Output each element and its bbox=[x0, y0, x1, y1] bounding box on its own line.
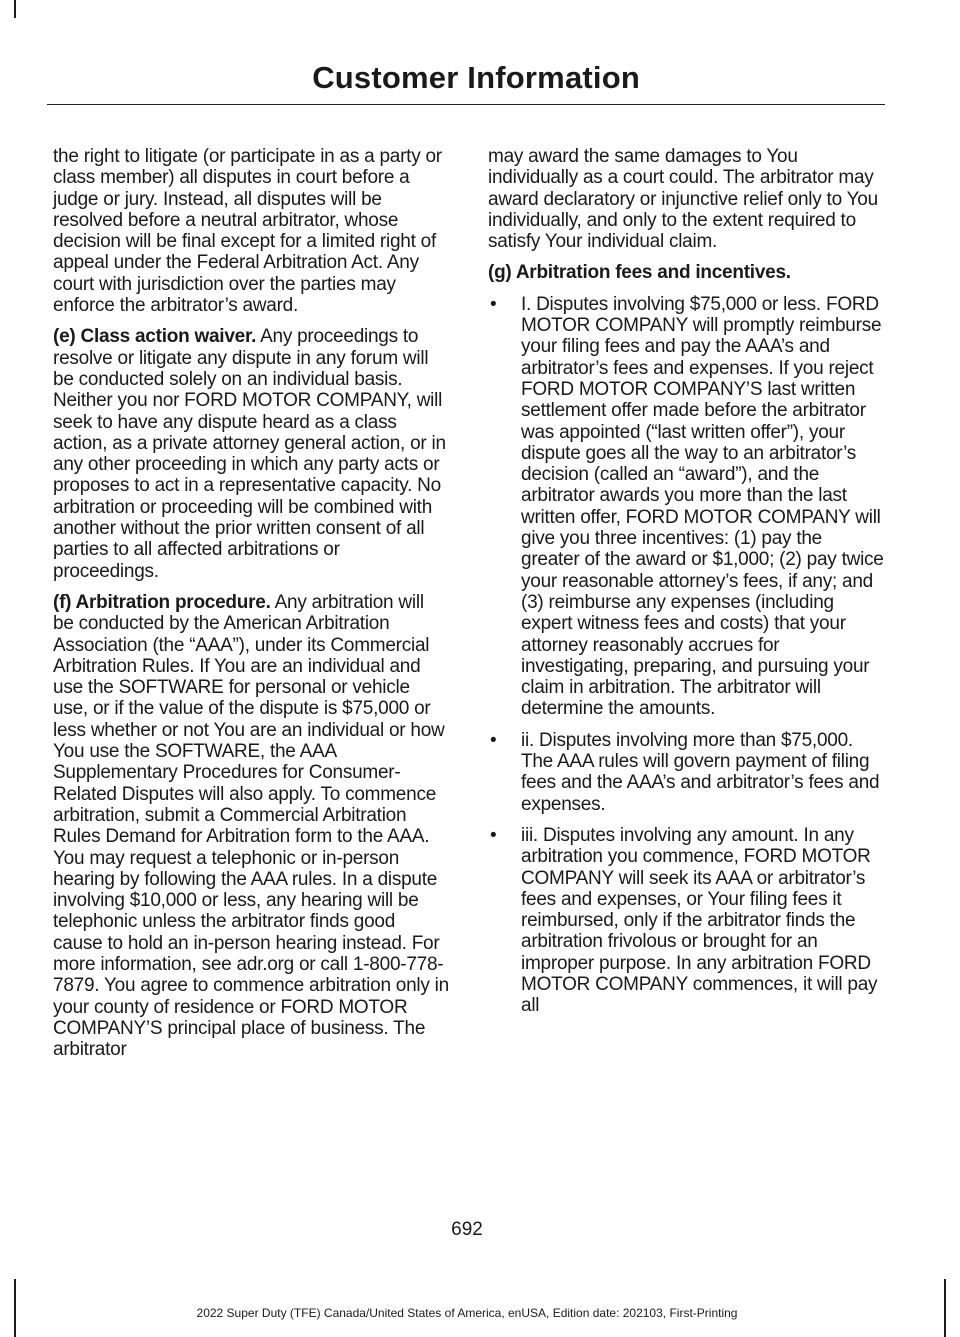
fees-bullet-list bbox=[488, 294, 884, 1017]
list-item bbox=[488, 730, 884, 815]
bullet-text: I. Disputes involving $75,000 or less. FORD MOTOR COMPANY will promptly reimburse your filing fees and pay the AAA’s and arbitrator’s fees and expenses. If you reject FORD MOTOR COMPANY’S last written settlement offer made before the arbitrator was appointed (“last written offer”), your dispute goes all the way to an arbitrator’s decision (called an “award”), and the arbitrator awards you more than the last written offer, FORD MOTOR COMPANY will give you three incentives: (1) pay the greater of the award or $1,000; (2) pay twice your reasonable attorney’s fees, if any; and (3) reimburse any expenses (including expert witness fees and costs) that your attorney reasonably accrues for investigating, preparing, and pursuing your claim in arbitration. The arbitrator will determine the amounts. bbox=[521, 293, 884, 720]
page-number: 692 bbox=[451, 1219, 483, 1240]
bullet-icon: • bbox=[490, 729, 497, 751]
header-divider bbox=[47, 104, 885, 105]
section-f-paragraph bbox=[53, 592, 449, 1061]
bullet-icon: • bbox=[490, 824, 497, 846]
list-item bbox=[488, 825, 884, 1017]
left-column bbox=[53, 146, 449, 1070]
list-item bbox=[488, 294, 884, 720]
right-column bbox=[488, 146, 884, 1027]
section-f-heading: (f) Arbitration procedure. bbox=[53, 591, 271, 613]
section-e-heading: (e) Class action waiver. bbox=[53, 326, 257, 348]
page-title: Customer Information bbox=[312, 60, 640, 95]
continuation-paragraph: may award the same damages to You individually as a court could. The arbitrator may award declaratory or injunctive relief only to You individually, and only to the extent required to satisfy Your individual claim. bbox=[488, 146, 878, 253]
section-e-text: Any proceedings to resolve or litigate any dispute in any forum will be conducted solely on an individual basis. Neither you nor FORD MOTOR COMPANY, will seek to have any dispute heard as a class action, as a private attorney general action, or in any other proceeding in which any party acts or proposes to act in a representative capacity. No arbitration or proceeding will be combined with another without the prior written consent of all parties to all affected arbitrations or proceedings. bbox=[53, 326, 446, 582]
section-g-heading: (g) Arbitration fees and incentives. bbox=[488, 262, 791, 284]
crop-mark-bottom-right bbox=[944, 1279, 946, 1337]
bullet-text: ii. Disputes involving more than $75,000. The AAA rules will govern payment of filing fees and the AAA’s and arbitrator’s fees and expenses. bbox=[521, 729, 880, 815]
intro-paragraph: the right to litigate (or participate in as a party or class member) all disputes in court before a judge or jury. Instead, all disputes will be resolved before a neutral arbitrator, whose decision will be final except for a limited right of appeal under the Federal Arbitration Act. Any court with jurisdiction over the parties may enforce the arbitrator’s award. bbox=[53, 146, 442, 317]
section-e-paragraph bbox=[53, 326, 449, 582]
footer-edition-info: 2022 Super Duty (TFE) Canada/United States of America, enUSA, Edition date: 202103, First-Printing bbox=[196, 1306, 738, 1320]
bullet-icon: • bbox=[490, 293, 497, 315]
section-f-text: Any arbitration will be conducted by the American Arbitration Association (the “AAA”), under its Commercial Arbitration Rules. If You are an individual and use the SOFTWARE for personal or vehicle use, or if the value of the dispute is $75,000 or less whether or not You are an individual or how You use the SOFTWARE, the AAA Supplementary Procedures for Consumer-Related Disputes will also apply. To commence arbitration, submit a Commercial Arbitration Rules Demand for Arbitration form to the AAA. You may request a telephonic or in-person hearing by following the AAA rules. In a dispute involving $10,000 or less, any hearing will be telephonic unless the arbitrator finds good cause to hold an in-person hearing instead. For more information, see adr.org or call 1-800-778-7879. You agree to commence arbitration only in your county of residence or FORD MOTOR COMPANY’S principal place of business. The arbitrator bbox=[53, 591, 449, 1061]
bullet-text: iii. Disputes involving any amount. In any arbitration you commence, FORD MOTOR COMPANY will seek its AAA or arbitrator’s fees and expenses, or Your filing fees it reimbursed, only if the arbitrator finds the arbitration frivolous or brought for an improper purpose. In any arbitration FORD MOTOR COMPANY commences, it will pay all bbox=[521, 824, 878, 1017]
crop-mark-top-left bbox=[14, 0, 16, 18]
